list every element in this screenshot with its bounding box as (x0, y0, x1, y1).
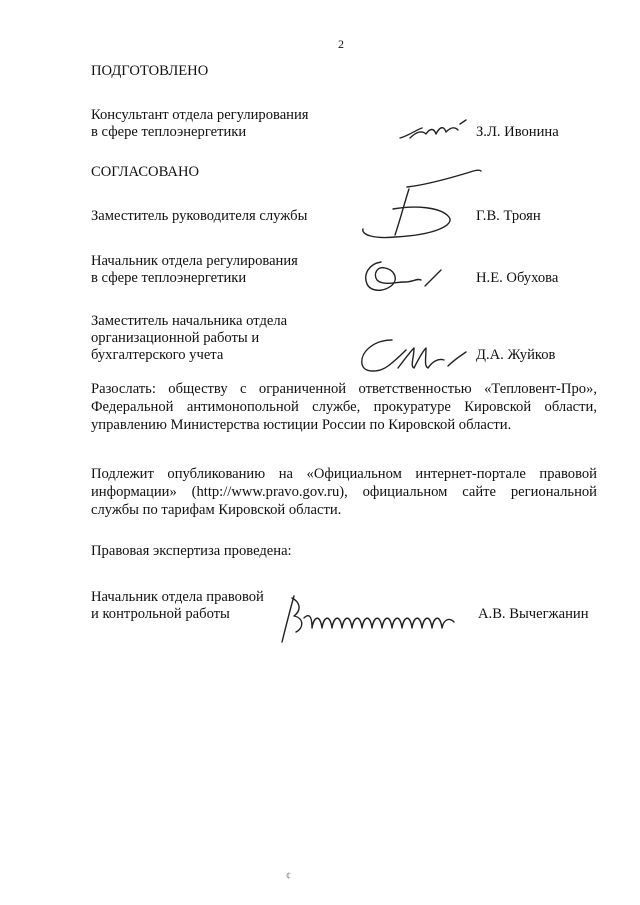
agreed-person-1-position: Заместитель руководителя службы (91, 208, 308, 224)
signature-ivonina (396, 116, 476, 146)
agreed-person-2-position-line-2: в сфере теплоэнергетики (91, 270, 247, 286)
agreed-person-2-name: Н.Е. Обухова (476, 270, 559, 286)
legal-name: А.В. Вычегжанин (478, 606, 589, 622)
agreed-heading: СОГЛАСОВАНО (91, 164, 200, 180)
legal-position-line-2: и контрольной работы (91, 606, 230, 622)
footer-mark: ¢ (286, 871, 291, 882)
agreed-person-3-position-line-3: бухгалтерского учета (91, 347, 224, 363)
agreed-person-3-name: Д.А. Жуйков (476, 347, 556, 363)
prepared-heading: ПОДГОТОВЛЕНО (91, 63, 209, 79)
signature-vychegzhanin (270, 588, 460, 648)
agreed-person-2-position-line-1: Начальник отдела регулирования (91, 253, 298, 269)
signature-troyan (355, 165, 485, 245)
agreed-person-1-name: Г.В. Троян (476, 208, 541, 224)
agreed-person-3-position-line-2: организационной работы и (91, 330, 260, 346)
legal-review-statement: Правовая экспертиза проведена: (91, 543, 292, 559)
prepared-position-line-1: Консультант отдела регулирования (91, 107, 309, 123)
legal-position-line-1: Начальник отдела правовой (91, 589, 264, 605)
signature-obukhova (355, 252, 455, 302)
prepared-position-line-2: в сфере теплоэнергетики (91, 124, 247, 140)
agreed-person-3-position-line-1: Заместитель начальника отдела (91, 313, 288, 329)
distribution-paragraph: Разослать: обществу с ограниченной ответственностью «Тепловент-Про», Федеральной антимонопольной службе, прокуратуре Кировской области, управлению Министерства юстиции России по Кировской области. (91, 381, 597, 433)
prepared-name: З.Л. Ивонина (476, 124, 559, 140)
page-number: 2 (338, 37, 344, 51)
signature-zhuikov (352, 330, 472, 380)
publication-paragraph: Подлежит опубликованию на «Официальном интернет-портале правовой информации» (http://www.pravo.gov.ru), официальном сайте региональной службы по тарифам Кировской области. (91, 466, 597, 518)
